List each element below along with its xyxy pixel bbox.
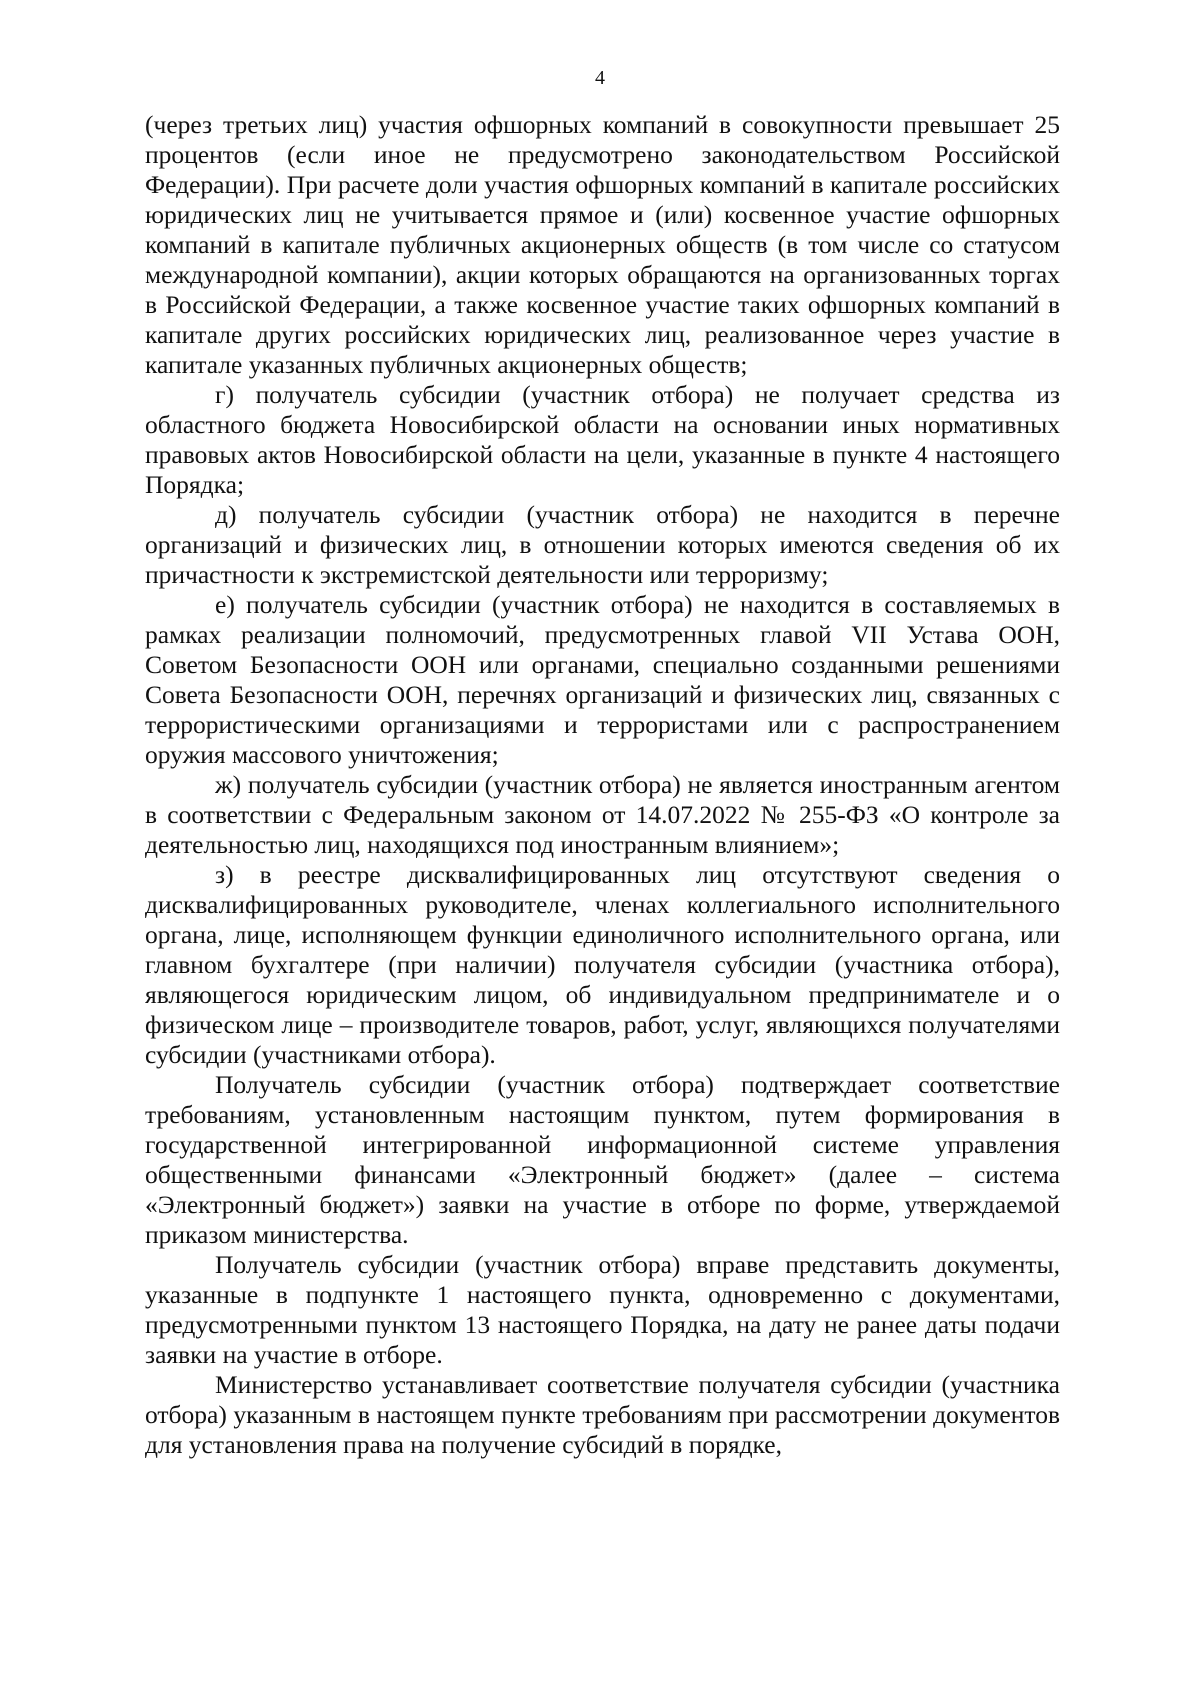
paragraph-item-zh: ж) получатель субсидии (участник отбора) не является иностранным агентом в соответствии с Федеральным законом от 14.07.2022 № 255-ФЗ «О контроле за деятельностью лиц, находящихся под иностранным влиянием»;: [145, 770, 1060, 859]
page-number: 4: [595, 67, 605, 89]
paragraph-documents: Получатель субсидии (участник отбора) вправе представить документы, указанные в подпункте 1 настоящего пункта, одновременно с документами, предусмотренными пунктом 13 настоящего Порядка, на дату не ранее даты подачи заявки на участие в отборе.: [145, 1250, 1060, 1369]
paragraph-ministry: Министерство устанавливает соответствие получателя субсидии (участника отбора) указанным в настоящем пункте требованиям при рассмотрении документов для установления права на получение субсидий в порядке,: [145, 1370, 1060, 1459]
paragraph-continuation: (через третьих лиц) участия офшорных компаний в совокупности превышает 25 процентов (если иное не предусмотрено законодательством Российской Федерации). При расчете доли участия офшорных компаний в капитале российских юридических лиц не учитывается прямое и (или) косвенное участие офшорных компаний в капитале публичных акционерных обществ (в том числе со статусом международной компании), акции которых обращаются на организованных торгах в Российской Федерации, а также косвенное участие таких офшорных компаний в капитале других российских юридических лиц, реализованное через участие в капитале указанных публичных акционерных обществ;: [145, 110, 1060, 379]
paragraph-item-z: з) в реестре дисквалифицированных лиц отсутствуют сведения о дисквалифицированных руководителе, членах коллегиального исполнительного органа, лице, исполняющем функции единоличного исполнительного органа, или главном бухгалтере (при наличии) получателя субсидии (участника отбора), являющегося юридическим лицом, об индивидуальном предпринимателе и о физическом лице – производителе товаров, работ, услуг, являющихся получателями субсидии (участниками отбора).: [145, 860, 1060, 1069]
paragraph-confirmation: Получатель субсидии (участник отбора) подтверждает соответствие требованиям, установленным настоящим пунктом, путем формирования в государственной интегрированной информационной системе управления общественными финансами «Электронный бюджет» (далее – система «Электронный бюджет») заявки на участие в отборе по форме, утверждаемой приказом министерства.: [145, 1070, 1060, 1249]
paragraph-item-g: г) получатель субсидии (участник отбора) не получает средства из областного бюджета Новосибирской области на основании иных нормативных правовых актов Новосибирской области на цели, указанные в пункте 4 настоящего Порядка;: [145, 380, 1060, 499]
paragraph-item-d: д) получатель субсидии (участник отбора) не находится в перечне организаций и физических лиц, в отношении которых имеются сведения об их причастности к экстремистской деятельности или терроризму;: [145, 500, 1060, 589]
paragraph-item-e: е) получатель субсидии (участник отбора) не находится в составляемых в рамках реализации полномочий, предусмотренных главой VII Устава ООН, Советом Безопасности ООН или органами, специально созданными решениями Совета Безопасности ООН, перечнях организаций и физических лиц, связанных с террористическими организациями и террористами или с распространением оружия массового уничтожения;: [145, 590, 1060, 769]
document-body: [145, 110, 1060, 1460]
